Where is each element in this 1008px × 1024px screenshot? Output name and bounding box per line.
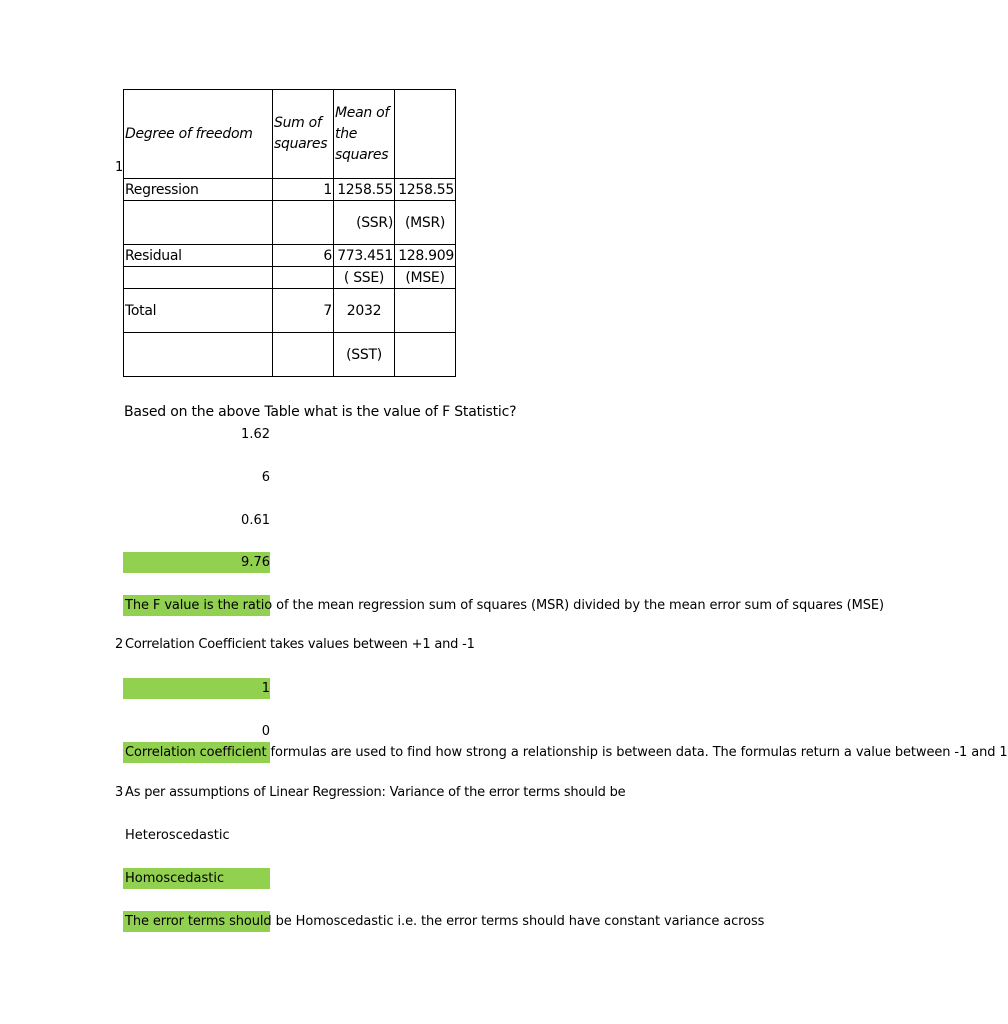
table-row <box>124 179 456 201</box>
table-row <box>124 201 456 245</box>
regression-ms: 1258.55 <box>395 179 456 201</box>
question-1-text: Based on the above Table what is the value of F Statistic? <box>124 404 517 420</box>
sse-label: ( SSE) <box>334 267 395 289</box>
sst-label: (SST) <box>334 333 395 377</box>
q1-explanation-text: The F value is the ratio of the mean regression sum of squares (MSR) divided by the mean error sum of squares (MSE) <box>125 598 885 613</box>
regression-ss: 1258.55 <box>334 179 395 201</box>
header-mean-of-squares: Mean of the squares <box>334 90 395 179</box>
msr-label: (MSR) <box>395 201 456 245</box>
question-2-text: Correlation Coefficient takes values between +1 and -1 <box>125 637 475 652</box>
anova-table <box>123 89 456 377</box>
q2-option-2[interactable]: 0 <box>261 724 270 739</box>
q2-explanation-text: Correlation coefficient formulas are used to find how strong a relationship is between data. The formulas return a value between -1 and 1 <box>125 745 1008 760</box>
q3-option-2-correct[interactable]: Homoscedastic <box>123 868 270 889</box>
regression-label: Regression <box>124 179 273 201</box>
q3-explanation-text: The error terms should be Homoscedastic i.e. the error terms should have constant variance across <box>125 914 765 929</box>
header-degree-of-freedom: Degree of freedom <box>124 90 273 179</box>
q3-explanation <box>123 911 765 932</box>
table-row <box>124 333 456 377</box>
ssr-label: (SSR) <box>334 201 395 245</box>
residual-label: Residual <box>124 245 273 267</box>
regression-df: 1 <box>273 179 334 201</box>
q1-option-1[interactable]: 1.62 <box>241 427 270 442</box>
q1-option-3[interactable]: 0.61 <box>241 513 270 528</box>
header-sum-of-squares: Sum of squares <box>273 90 334 179</box>
total-label: Total <box>124 289 273 333</box>
q3-option-1[interactable]: Heteroscedastic <box>125 828 230 843</box>
question-3-text: As per assumptions of Linear Regression: Variance of the error terms should be <box>125 785 626 800</box>
q1-option-2[interactable]: 6 <box>261 470 270 485</box>
question-number-2: 2 <box>115 637 124 652</box>
q2-explanation <box>123 742 1008 763</box>
table-row <box>124 245 456 267</box>
total-ss: 2032 <box>334 289 395 333</box>
residual-ms: 128.909 <box>395 245 456 267</box>
q2-option-1-correct[interactable]: 1 <box>123 678 270 699</box>
residual-df: 6 <box>273 245 334 267</box>
residual-ss: 773.451 <box>334 245 395 267</box>
mse-label: (MSE) <box>395 267 456 289</box>
question-number-1: 1 <box>115 160 124 175</box>
total-df: 7 <box>273 289 334 333</box>
table-header-row <box>124 90 456 179</box>
table-row <box>124 267 456 289</box>
question-number-3: 3 <box>115 785 124 800</box>
header-empty <box>395 90 456 179</box>
q1-option-4-correct[interactable]: 9.76 <box>123 552 270 573</box>
q1-explanation <box>123 595 885 616</box>
table-row <box>124 289 456 333</box>
